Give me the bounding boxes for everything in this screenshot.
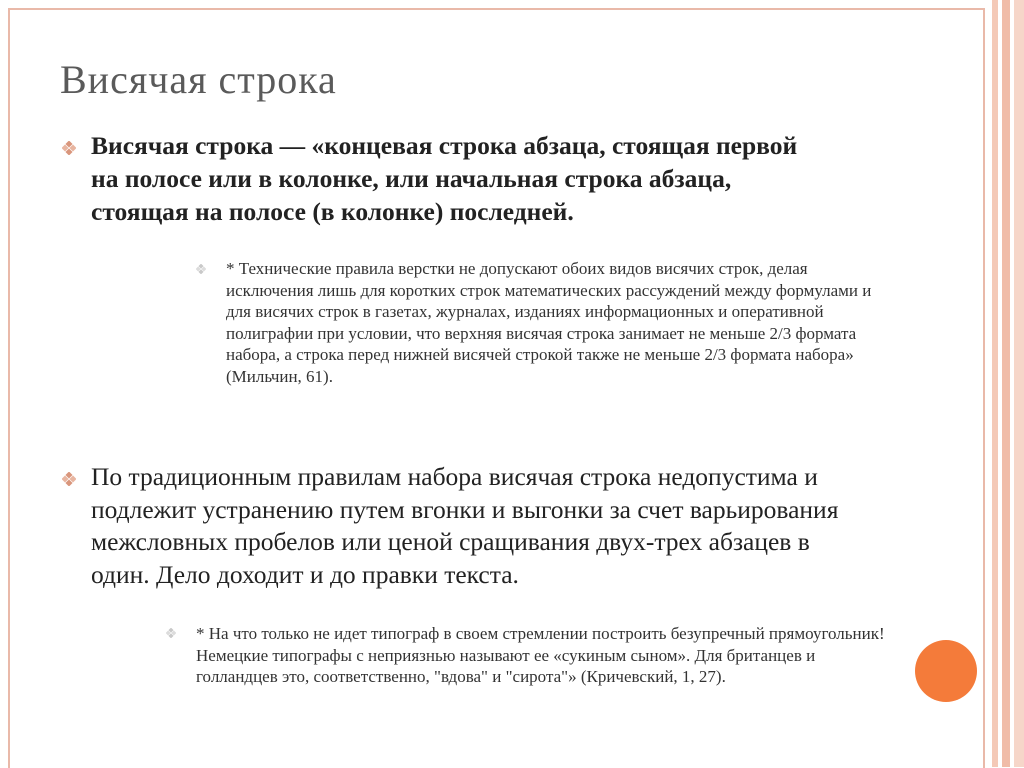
accent-circle (915, 640, 977, 702)
bullet-definition: Висячая строка — «концевая строка абзаца, стоящая первой на полосе или в колонке, или начальная строка абзаца, стоящая на полосе (в колонке) последней. (91, 131, 798, 226)
frame-top-line (8, 8, 983, 10)
bullet-traditional-rules: По традиционным правилам набора висячая строка недопустима и подлежит устранению путем вгонки и выгонки за счет варьирования межсловных пробелов или ценой сращивания двух-трех абзацев в один. Дело доходит и до правки текста. (91, 462, 839, 589)
small-diamond-bullet-icon (166, 628, 176, 638)
frame-right-line (983, 8, 985, 768)
diamond-bullet-icon (62, 141, 76, 155)
decorative-stripe-band (992, 0, 1024, 767)
sub-bullet-typographer: * На что только не идет типограф в своем стремлении построить безупречный прямоугольник! Немецкие типографы с неприязнью называют ее «сукиным сыном». Для британцев и голландцев это, соответственно, "вдова" и "сирота"» (Кричевский, 1, 27). (196, 624, 885, 687)
frame-left-line (8, 8, 10, 768)
small-diamond-bullet-icon (196, 264, 206, 274)
diamond-bullet-icon (62, 472, 76, 486)
sub-bullet-technical-rules: * Технические правила верстки не допускают обоих видов висячих строк, делая исключения лишь для коротких строк математических рассуждений между формулами и для висячих строк в газетах, журналах, изданиях информационных и оперативной полиграфии при условии, что верхняя висячая строка занимает не меньше 2/3 формата набора, а строка перед нижней висячей строкой также не меньше 2/3 формата набора» (Мильчин, 61). (226, 259, 872, 386)
slide-title: Висячая строка (60, 57, 337, 102)
